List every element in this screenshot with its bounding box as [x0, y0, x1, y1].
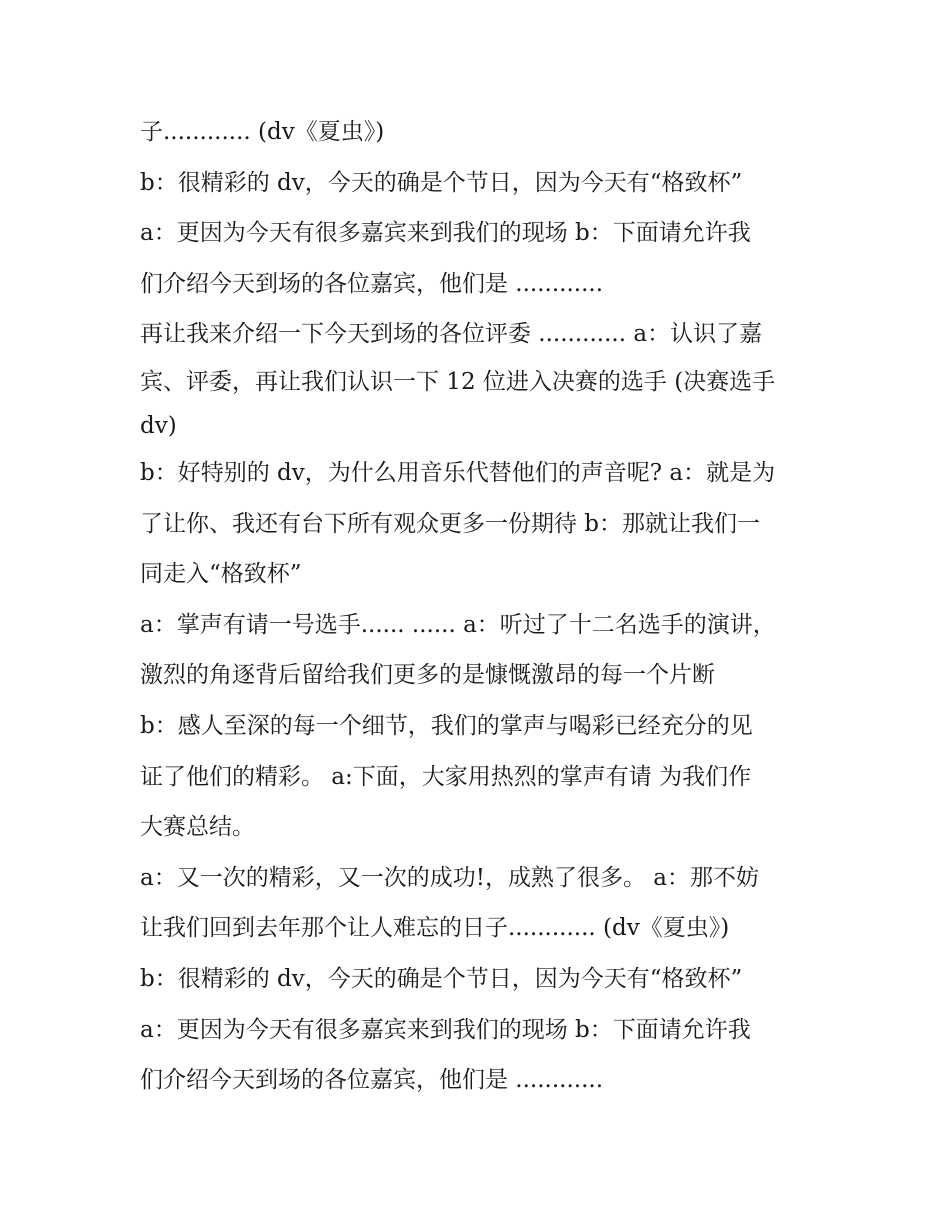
text-line: b：很精彩的 dv，今天的确是个节日，因为今天有“格致杯”: [140, 169, 743, 196]
text-line: 宾、评委，再让我们认识一下 12 位进入决赛的选手 (决赛选手: [140, 368, 776, 395]
text-line: a：掌声有请一号选手...... ...... a：听过了十二名选手的演讲，: [140, 611, 776, 638]
text-line: b：很精彩的 dv，今天的确是个节日，因为今天有“格致杯”: [140, 965, 743, 992]
text-line: 让我们回到去年那个让人难忘的日子............ (dv《夏虫》): [140, 915, 730, 942]
text-line: 了让你、我还有台下所有观众更多一份期待 b：那就让我们一: [140, 510, 761, 537]
text-line: 同走入“格致杯”: [140, 561, 302, 588]
text-line: 们介绍今天到场的各位嘉宾，他们是 ............: [140, 1067, 604, 1094]
text-line: a：又一次的精彩，又一次的成功!，成熟了很多。 a：那不妨: [140, 864, 759, 891]
text-line: 证了他们的精彩。 a:下面，大家用热烈的掌声有请 为我们作: [140, 763, 752, 790]
text-line: 再让我来介绍一下今天到场的各位评委 ............ a：认识了嘉: [140, 321, 763, 348]
text-line: b：感人至深的每一个细节，我们的掌声与喝彩已经充分的见: [140, 712, 753, 739]
text-line: 们介绍今天到场的各位嘉宾，他们是 ............: [140, 270, 604, 297]
text-line: a：更因为今天有很多嘉宾来到我们的现场 b：下面请允许我: [140, 1016, 751, 1043]
text-line: 大赛总结。: [140, 814, 255, 841]
text-line: 子............ (dv《夏虫》): [140, 119, 385, 145]
document-text-body: [140, 107, 820, 1106]
text-line: dv): [140, 412, 177, 439]
text-line: 激烈的角逐背后留给我们更多的是慷慨激昂的每一个片断: [140, 662, 715, 689]
text-line: b：好特别的 dv，为什么用音乐代替他们的声音呢? a：就是为: [140, 459, 776, 486]
text-line: a：更因为今天有很多嘉宾来到我们的现场 b：下面请允许我: [140, 220, 751, 247]
